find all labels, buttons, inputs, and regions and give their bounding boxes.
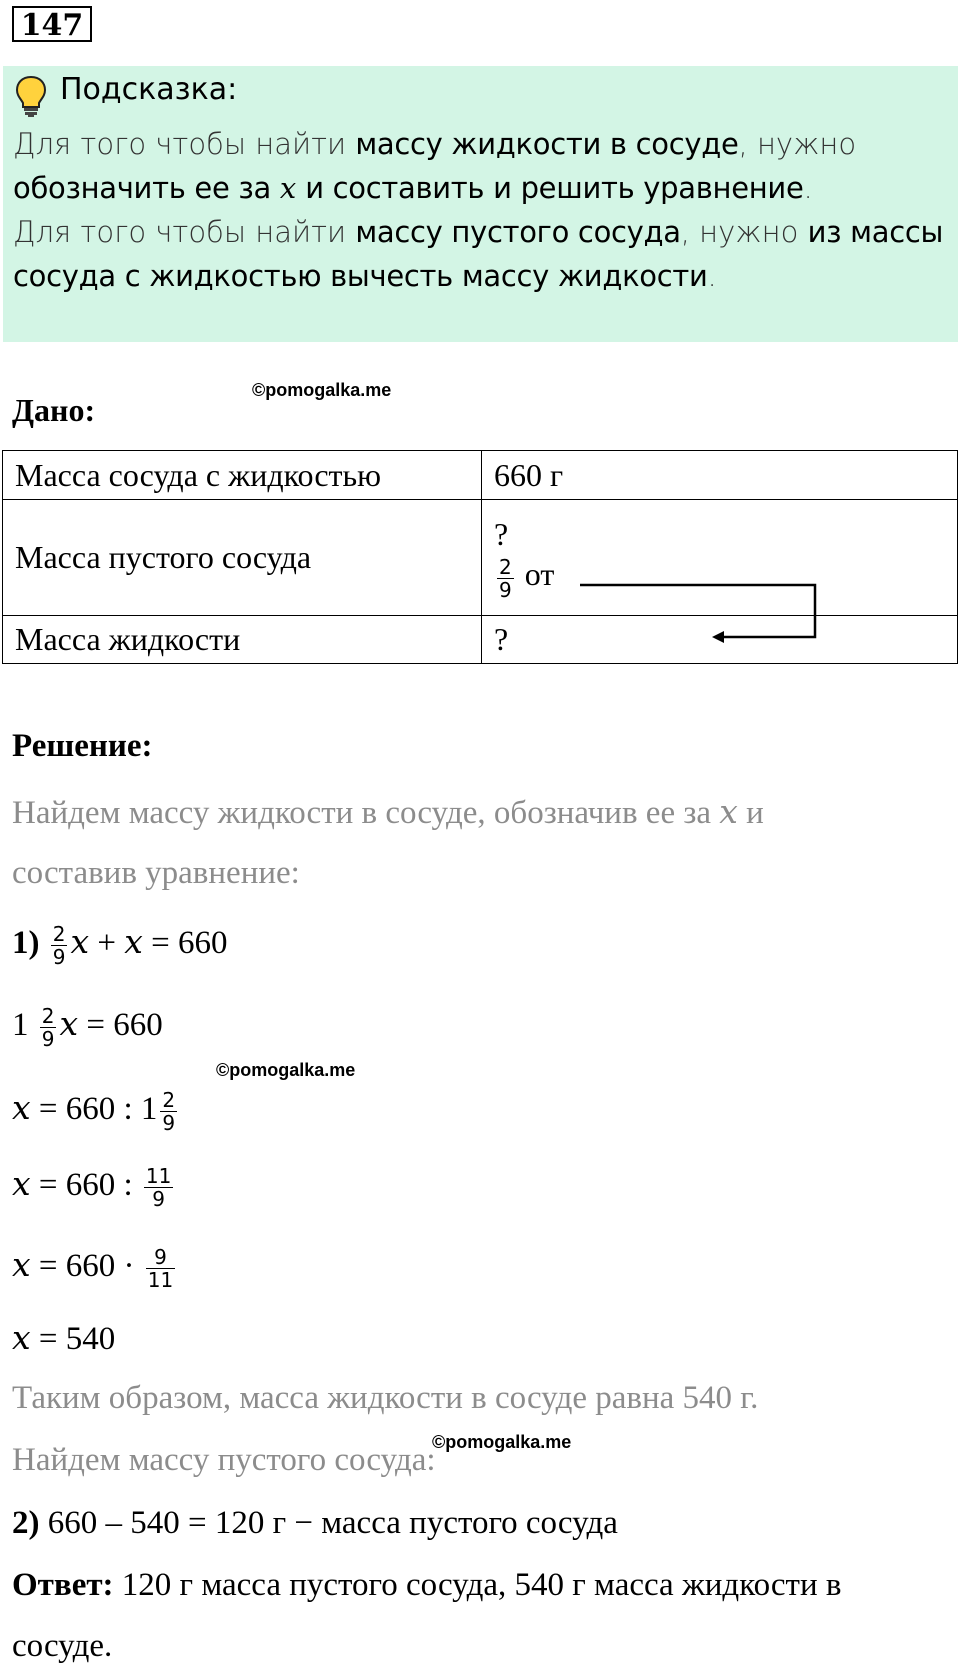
unknown-mark: ?: [494, 516, 509, 553]
cell-value: 660 г: [482, 451, 958, 500]
watermark: ©pomogalka.me: [216, 1060, 356, 1080]
cell-label: Масса сосуда с жидкостью: [3, 451, 482, 500]
equation-1: 1) $\frac{2}{9}$ x + x = 660: [12, 921, 228, 969]
relation-arrow: [570, 575, 820, 645]
table-row: [3, 451, 958, 500]
hint-title: Подсказка:: [60, 72, 238, 107]
hint-text: Для того чтобы найти массу жидкости в сосуде, нужно обозначить ее за x и составить и решить уравнение. Для того чтобы найти массу пустого сосуда, нужно из массы сосуда с жидкостью вычесть массу жидкости.: [13, 127, 944, 293]
watermark: ©pomogalka.me: [252, 380, 392, 400]
equation-7: 2) 660 – 540 = 120 г − масса пустого сосуда: [12, 1505, 618, 1541]
conclusion-text: Таким образом, масса жидкости в сосуде равна 540 г.: [12, 1380, 759, 1416]
equation-3: x = 660 : 1 $\frac{2}{9}$: [12, 1087, 176, 1135]
watermark: ©pomogalka.me: [432, 1432, 572, 1452]
equation-4: x = 660 : $\frac{11}{9}$: [12, 1163, 172, 1211]
cell-label: Масса пустого сосуда: [3, 500, 482, 616]
fraction: $\frac{2}{9}$: [499, 554, 512, 602]
fraction-of: $\frac{2}{9}$ от: [499, 554, 555, 602]
lightbulb-icon: [14, 74, 48, 118]
given-title: Дано:: [12, 392, 96, 428]
cell-value: ?: [482, 616, 958, 664]
equation-6: x = 540: [12, 1318, 116, 1357]
answer-line1: Ответ: 120 г масса пустого сосуда, 540 г масса жидкости в: [12, 1567, 842, 1603]
answer-line2: сосуде.: [12, 1628, 113, 1664]
solution-intro-line2: составив уравнение:: [12, 855, 300, 891]
equation-5: x = 660 · $\frac{9}{11}$: [12, 1244, 174, 1292]
solution-intro-line3: Найдем массу пустого сосуда:: [12, 1442, 436, 1478]
problem-number: 147: [12, 6, 92, 42]
cell-label: Масса жидкости: [3, 616, 482, 664]
equation-2: 1 $\frac{2}{9}$ x = 660: [12, 1003, 163, 1051]
solution-intro-line1: Найдем массу жидкости в сосуде, обозначив ее за x и: [12, 792, 764, 831]
solution-title: Решение:: [12, 728, 153, 764]
